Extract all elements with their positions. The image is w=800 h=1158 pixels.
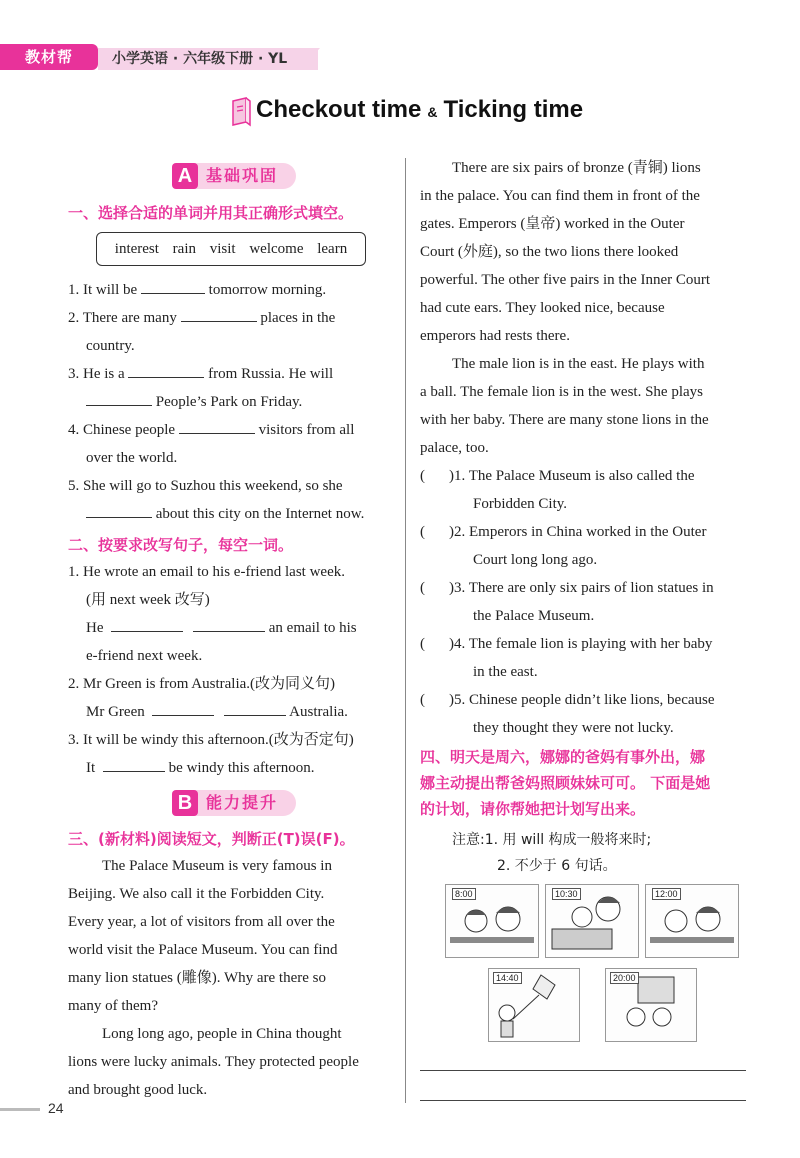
answer-blank[interactable]	[86, 503, 152, 518]
q2-item-1-answer	[86, 614, 357, 642]
column-divider	[405, 158, 406, 1103]
answer-blank[interactable]	[141, 279, 205, 294]
time-label: 14:40	[493, 972, 522, 984]
q4-heading-line: 的计划，请你帮她把计划写出来。	[420, 800, 646, 818]
tf-3-line-1: 3. There are only six pairs of lion statues in	[454, 580, 714, 596]
tf-5-line-1: 5. Chinese people didn’t like lions, because	[454, 692, 715, 708]
answer-line[interactable]	[420, 1070, 746, 1071]
tf-2-line-2: Court long long ago.	[473, 552, 598, 568]
q2-1-text-a: 1. He wrote an email to his e-friend last week.	[68, 564, 345, 580]
tf-statement-3	[420, 574, 714, 602]
passage-line: The male lion is in the east. He plays with	[452, 356, 705, 372]
answer-blank[interactable]	[111, 617, 183, 632]
time-label: 10:30	[552, 888, 581, 900]
q1-4-text-b: visitors from all	[258, 422, 355, 438]
q1-item-5-line2	[86, 500, 364, 528]
tf-3-line-2: the Palace Museum.	[473, 608, 595, 624]
q1-4-text-c: over the world.	[86, 450, 178, 466]
tf-4-line-2: in the east.	[473, 664, 538, 680]
q4-note-2: 2. 不少于 6 句话。	[497, 858, 617, 874]
q1-4-text-a: 4. Chinese people	[68, 422, 176, 438]
q1-item-1	[68, 276, 326, 304]
tf-statement-2	[420, 518, 706, 546]
passage-line: Long long ago, people in China thought	[102, 1026, 342, 1042]
q2-1-text-b: (用 next week 改写)	[86, 592, 210, 608]
passage-line: had cute ears. They looked nice, because	[420, 300, 665, 316]
answer-blank[interactable]	[193, 617, 265, 632]
answer-blank[interactable]	[179, 419, 255, 434]
q1-1-text-a: 1. It will be	[68, 282, 138, 298]
close-paren: )	[449, 468, 454, 484]
title-ampersand: &	[427, 104, 438, 120]
schedule-picture	[445, 884, 539, 958]
q2-3-text-c: It	[86, 760, 96, 776]
answer-blank[interactable]	[152, 701, 214, 716]
q2-1-text-d: an email to his	[268, 620, 357, 636]
q4-heading	[420, 744, 710, 822]
open-paren: (	[420, 580, 425, 596]
tf-1-line-2: Forbidden City.	[473, 496, 568, 512]
q4-heading-line: 四、明天是周六，娜娜的爸妈有事外出，娜	[420, 748, 706, 766]
time-label: 8:00	[452, 888, 476, 900]
passage-line: Court (外庭), so the two lions there looked	[420, 244, 679, 260]
q2-heading: 二、按要求改写句子，每空一词。	[68, 536, 294, 554]
passage-line: a ball. The female lion is in the west. She plays	[420, 384, 703, 400]
book-badge: 教材帮	[0, 44, 98, 70]
q1-2-text-c: country.	[86, 338, 135, 354]
passage-line: palace, too.	[420, 440, 489, 456]
page-number-bar	[0, 1108, 40, 1111]
schedule-picture	[645, 884, 739, 958]
passage-line: in the palace. You can find them in front of the	[420, 188, 700, 204]
passage-line: lions were lucky animals. They protected people	[68, 1054, 359, 1070]
q2-3-text-a: 3. It will be windy this afternoon.(改为否定句)	[68, 732, 354, 748]
close-paren: )	[449, 524, 454, 540]
tf-1-line-1: 1. The Palace Museum is also called the	[454, 468, 695, 484]
q1-heading: 一、选择合适的单词并用其正确形式填空。	[68, 204, 354, 222]
book-subject: 小学英语 · 六年级下册 · YL	[112, 51, 288, 67]
answer-blank[interactable]	[224, 701, 286, 716]
q1-1-text-b: tomorrow morning.	[208, 282, 327, 298]
schedule-picture	[488, 968, 580, 1042]
q2-1-text-e: e-friend next week.	[86, 648, 203, 664]
q2-2-text-a: 2. Mr Green is from Australia.(改为同义句)	[68, 676, 336, 692]
lesson-title	[256, 96, 583, 124]
passage-line: many lion statues (雕像). Why are there so	[68, 970, 326, 986]
passage-line: Beijing. We also call it the Forbidden City.	[68, 886, 325, 902]
q1-2-text-b: places in the	[260, 310, 336, 326]
section-a-letter: A	[172, 163, 198, 189]
q2-1-text-c: He	[86, 620, 104, 636]
open-paren: (	[420, 524, 425, 540]
close-paren: )	[449, 692, 454, 708]
header-band-tail	[300, 48, 320, 70]
tf-4-line-1: 4. The female lion is playing with her baby	[454, 636, 713, 652]
answer-blank[interactable]	[86, 391, 152, 406]
tf-statement-5	[420, 686, 715, 714]
passage-line: powerful. The other five pairs in the Inner Court	[420, 272, 711, 288]
section-a-label: 基础巩固	[206, 166, 279, 185]
word-bank: interest rain visit welcome learn	[96, 232, 366, 266]
q1-5-text-b: about this city on the Internet now.	[155, 506, 365, 522]
schedule-picture	[545, 884, 639, 958]
section-b-label: 能力提升	[206, 793, 279, 812]
section-b-letter: B	[172, 790, 198, 816]
passage-line: with her baby. There are many stone lions in the	[420, 412, 709, 428]
q2-item-2-answer	[86, 698, 348, 726]
open-paren: (	[420, 636, 425, 652]
q1-3-text-b: from Russia. He will	[208, 366, 334, 382]
q1-5-text-a: 5. She will go to Suzhou this weekend, so she	[68, 478, 343, 494]
q2-item-3-answer	[86, 754, 314, 782]
time-label: 12:00	[652, 888, 681, 900]
tf-5-line-2: they thought they were not lucky.	[473, 720, 674, 736]
q1-3-text-a: 3. He is a	[68, 366, 125, 382]
q3-heading: 三、(新材料)阅读短文，判断正(T)误(F)。	[68, 830, 355, 848]
tf-2-line-1: 2. Emperors in China worked in the Outer	[454, 524, 707, 540]
passage-line: Every year, a lot of visitors from all over the	[68, 914, 335, 930]
answer-blank[interactable]	[181, 307, 257, 322]
q2-3-text-d: be windy this afternoon.	[168, 760, 315, 776]
q4-note-1: 注意:1. 用 will 构成一般将来时;	[452, 832, 652, 848]
title-part-1: Checkout time	[256, 96, 422, 123]
q2-2-text-c: Mr Green	[86, 704, 145, 720]
time-label: 20:00	[610, 972, 639, 984]
q2-2-text-d: Australia.	[289, 704, 348, 720]
q4-heading-line: 娜主动提出帮爸妈照顾妹妹可可。 下面是她	[420, 774, 711, 792]
tf-statement-1	[420, 462, 695, 490]
open-paren: (	[420, 468, 425, 484]
passage-line: and brought good luck.	[68, 1082, 208, 1098]
book-icon	[230, 97, 252, 127]
q1-item-4	[68, 416, 354, 444]
passage-line: emperors had rests there.	[420, 328, 570, 344]
passage-line: many of them?	[68, 998, 158, 1014]
open-paren: (	[420, 692, 425, 708]
q1-3-text-c: People’s Park on Friday.	[155, 394, 303, 410]
answer-blank[interactable]	[128, 363, 204, 378]
title-part-2: Ticking time	[443, 96, 584, 123]
close-paren: )	[449, 636, 454, 652]
tf-statement-4	[420, 630, 712, 658]
passage-line: The Palace Museum is very famous in	[102, 858, 332, 874]
answer-line[interactable]	[420, 1100, 746, 1101]
schedule-picture	[605, 968, 697, 1042]
q1-2-text-a: 2. There are many	[68, 310, 177, 326]
close-paren: )	[449, 580, 454, 596]
answer-blank[interactable]	[103, 757, 165, 772]
passage-line: world visit the Palace Museum. You can find	[68, 942, 338, 958]
q1-item-3-line2	[86, 388, 302, 416]
page-number: 24	[48, 1100, 64, 1116]
passage-line: gates. Emperors (皇帝) worked in the Outer	[420, 216, 685, 232]
q1-item-2	[68, 304, 335, 332]
passage-line: There are six pairs of bronze (青铜) lions	[452, 160, 701, 176]
q1-item-3	[68, 360, 333, 388]
